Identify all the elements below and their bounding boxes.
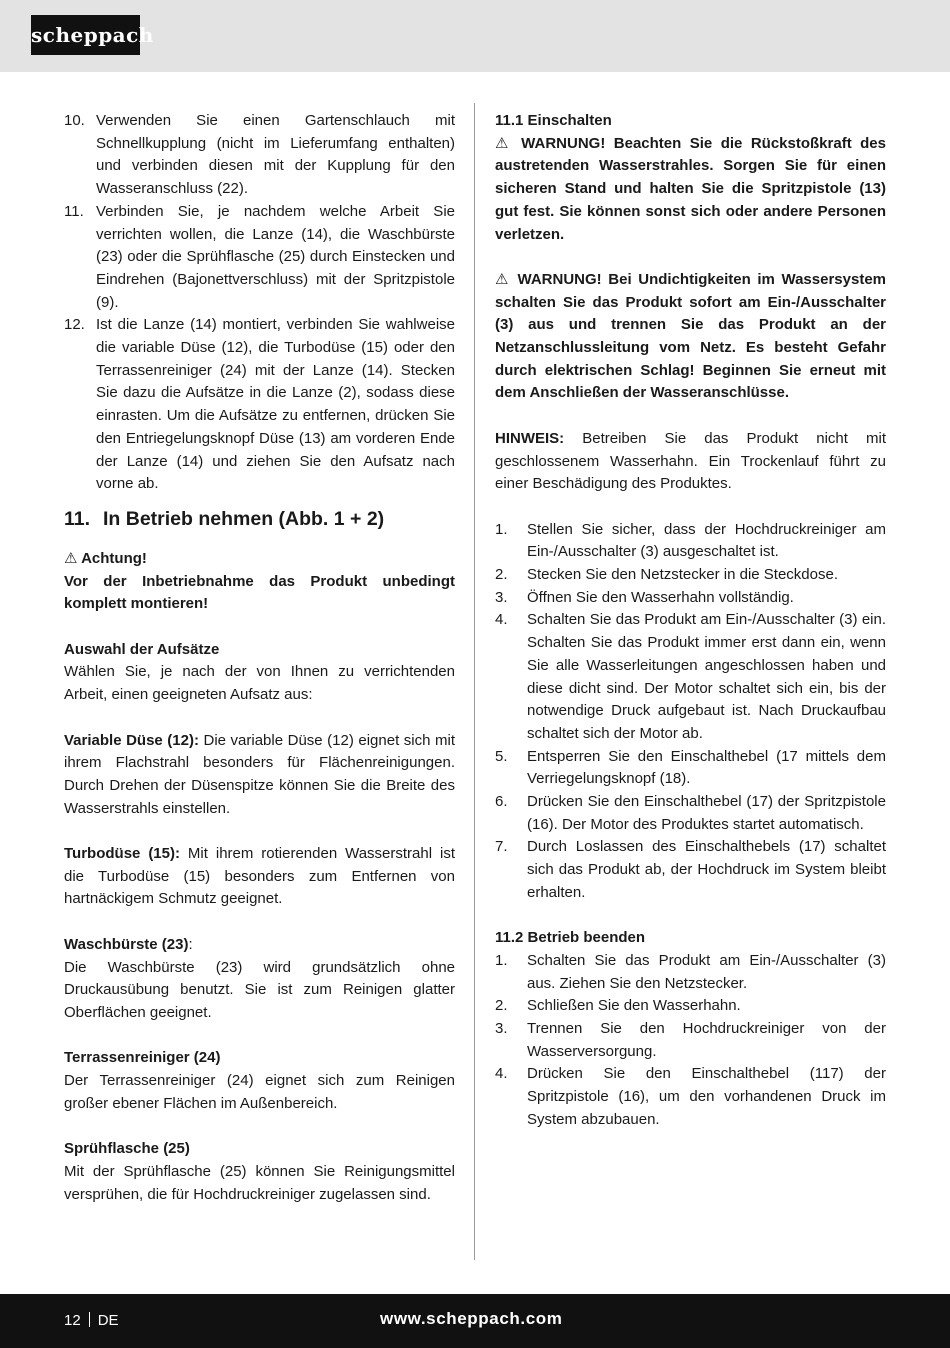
- column-divider: [474, 103, 475, 1260]
- turboduese-paragraph: [64, 843, 455, 911]
- step-text: Durch Loslassen des Einschalthebels (17) schaltet sich das Produkt ab, der Hochdruck im System bleibt erhalten.: [527, 838, 886, 901]
- page-header: [0, 0, 950, 72]
- list-item: [495, 609, 886, 745]
- list-item: [495, 1063, 886, 1131]
- subsection-title-betrieb-beenden: 11.2 Betrieb beenden: [495, 929, 646, 947]
- right-column: [495, 110, 886, 1132]
- step-number: 3.: [495, 588, 508, 606]
- step-text: Entsperren Sie den Einschalthebel (17 mittels dem Verriegelungsknopf (18).: [527, 747, 886, 788]
- step-text: Stecken Sie den Netzstecker in die Steckdose.: [527, 566, 839, 584]
- list-item: [64, 201, 455, 315]
- warning-leak: ⚠ WARNUNG! Bei Undichtigkeiten im Wassersystem schalten Sie das Produkt sofort am Ein-/Ausschalter (3) aus und trennen Sie das Produkt an der Netzanschlussleitung vom Netz. Es besteht Gefahr durch elektrischen Schlag! Beginnen Sie erneut mit dem Anschließen der Wasseranschlüsse.: [495, 270, 887, 402]
- page-indicator: [64, 1311, 119, 1331]
- step-number: 5.: [495, 747, 508, 765]
- step-text: Trennen Sie den Hochdruckreiniger von der Wasserversorgung.: [527, 1020, 886, 1060]
- list-item: [495, 564, 886, 587]
- list-item: [495, 836, 886, 904]
- step-text: Drücken Sie den Einschalthebel (117) der Spritzpistole (16), um den vorhandenen Druck im System abzubauen.: [527, 1065, 886, 1128]
- attention-heading: [64, 548, 455, 571]
- step-number: 11.: [64, 202, 84, 220]
- step-number: 4.: [495, 1065, 508, 1083]
- left-column: [64, 110, 455, 1206]
- terrassenreiniger-text: Der Terrassenreiniger (24) eignet sich zum Reinigen großer ebener Flächen im Außenbereich.: [64, 1072, 455, 1112]
- step-number: 7.: [495, 838, 508, 856]
- list-item: [495, 995, 886, 1018]
- turboduese-text: Mit ihrem rotierenden Wasserstrahl ist die Turbodüse (15) besonders zum Entfernen von hartnäckigem Schmutz geeignet.: [64, 845, 456, 908]
- turboduese-title: Turbodüse (15):: [64, 845, 180, 863]
- scheppach-logo: scheppach: [31, 15, 140, 55]
- spruehflasche-text: Mit der Sprühflasche (25) können Sie Reinigungsmittel versprühen, die für Hochdruckreiniger zugelassen sind.: [64, 1162, 455, 1203]
- step-text: Verbinden Sie, je nachdem welche Arbeit Sie verrichten wollen, die Lanze (14), die Waschbürste (23) oder die Sprühflasche (25) durch Einstecken und Eindrehen (Bajonettverschluss) mit der Spritzpistole (9).: [96, 202, 455, 311]
- list-item: [495, 746, 886, 791]
- auswahl-text: Wählen Sie, je nach der von Ihnen zu verrichtenden Arbeit, einen geeigneten Aufsatz aus:: [64, 663, 455, 704]
- hinweis-label: HINWEIS:: [495, 429, 565, 447]
- page-number: 12: [64, 1312, 81, 1329]
- step-number: 1.: [495, 520, 508, 538]
- waschbuerste-title: Waschbürste (23): [64, 935, 189, 953]
- step-text: Öffnen Sie den Wasserhahn vollständig.: [527, 588, 794, 606]
- variable-duese-paragraph: [64, 730, 455, 821]
- step-text: Schalten Sie das Produkt am Ein-/Ausschalter (3) ein. Schalten Sie das Produkt immer erst dann ein, wenn Sie alle Wasserleitungen angeschlossen haben und diese dicht sind. Der Motor schaltet sich ein, bis der notwendige Druck aufgebaut ist. Nach Druckaufbau schaltet sich der Motor ab.: [527, 611, 886, 742]
- step-text: Verwenden Sie einen Gartenschlauch mit Schnellkupplung (nicht im Lieferumfang enthalten) und verbinden diesen mit der Kupplung für den Wasseranschluss (22).: [96, 112, 455, 198]
- step-number: 1.: [495, 951, 508, 969]
- website-link[interactable]: www.scheppach.com: [380, 1309, 563, 1328]
- language-code: DE: [97, 1312, 119, 1329]
- warning-icon: ⚠: [495, 134, 513, 152]
- step-number: 6.: [495, 793, 508, 811]
- auswahl-title: Auswahl der Aufsätze: [64, 640, 220, 658]
- section-number: 11.: [64, 507, 91, 530]
- warning-icon: ⚠: [495, 270, 511, 288]
- waschbuerste-text: Die Waschbürste (23) wird grundsätzlich ohne Druckausübung benutzt. Sie ist zum Reinigen glatter Oberflächen geeignet.: [64, 958, 455, 1021]
- hinweis-text: Betreiben Sie das Produkt nicht mit geschlossenem Wasserhahn. Ein Trockenlauf führt zu einer Beschädigung des Produktes.: [495, 429, 886, 493]
- step-number: 3.: [495, 1020, 508, 1038]
- list-item: [495, 1018, 886, 1063]
- hinweis-note: [495, 428, 886, 496]
- waschbuerste-heading: [64, 934, 455, 957]
- page-footer: [0, 1294, 950, 1348]
- warning-icon: ⚠: [64, 549, 78, 567]
- subsection-title-einschalten: 11.1 Einschalten: [495, 112, 612, 129]
- step-text: Ist die Lanze (14) montiert, verbinden Sie wahlweise die variable Düse (12), die Turbodüse (15) oder den Terrassenreiniger (24) mit der Lanze (14). Stecken Sie dazu die Aufsätze in die Lanze (2), sodass diese einrasten. Um die Aufsätze zu entfernen, drücken Sie den Entriegelungsknopf Düse (13) am vorderen Ende der Lanze (14) und ziehen Sie den Aufsatz nach vorne ab.: [96, 316, 455, 493]
- attention-title: Achtung!: [81, 549, 147, 567]
- terrassenreiniger-title: Terrassenreiniger (24): [64, 1049, 221, 1067]
- waschbuerste-colon: :: [188, 935, 193, 953]
- list-item: [495, 587, 886, 610]
- list-item: [495, 950, 886, 995]
- step-number: 4.: [495, 611, 508, 629]
- warning-recoil: ⚠ WARNUNG! Beachten Sie die Rückstoßkraft des austretenden Wasserstrahles. Sorgen Sie für einen sicheren Stand und halten Sie die Spritzpistole (13) gut fest. Sie können sonst sich oder andere Personen verletzen.: [495, 134, 886, 243]
- step-text: Schalten Sie das Produkt am Ein-/Ausschalter (3) aus. Ziehen Sie den Netzstecker.: [527, 951, 886, 992]
- list-item: [495, 519, 886, 564]
- step-number: 2.: [495, 997, 508, 1015]
- list-item: [64, 314, 455, 496]
- step-text: Drücken Sie den Einschalthebel (17) der Spritzpistole (16). Der Motor des Produktes startet automatisch.: [527, 793, 886, 833]
- variable-duese-title: Variable Düse (12):: [64, 731, 199, 749]
- section-heading: [64, 504, 455, 534]
- footer-separator: [89, 1312, 90, 1327]
- attention-text: Vor der Inbetriebnahme das Produkt unbedingt komplett montieren!: [64, 572, 455, 613]
- step-text: Schließen Sie den Wasserhahn.: [527, 997, 741, 1015]
- section-title: In Betrieb nehmen (Abb. 1 + 2): [103, 507, 385, 530]
- step-number: 12.: [64, 316, 85, 334]
- variable-duese-text: Die variable Düse (12) eignet sich mit ihrem Flachstrahl besonders für Flächenreinigungen. Durch Drehen der Düsenspitze können Sie die Breite des Wasserstrahls einstellen.: [64, 731, 455, 817]
- step-number: 10.: [64, 112, 85, 129]
- step-text: Stellen Sie sicher, dass der Hochdruckreiniger am Ein-/Ausschalter (3) ausgeschaltet ist.: [527, 520, 886, 561]
- list-item: [495, 791, 886, 836]
- step-number: 2.: [495, 566, 508, 584]
- spruehflasche-title: Sprühflasche (25): [64, 1140, 190, 1158]
- list-item: [64, 110, 455, 201]
